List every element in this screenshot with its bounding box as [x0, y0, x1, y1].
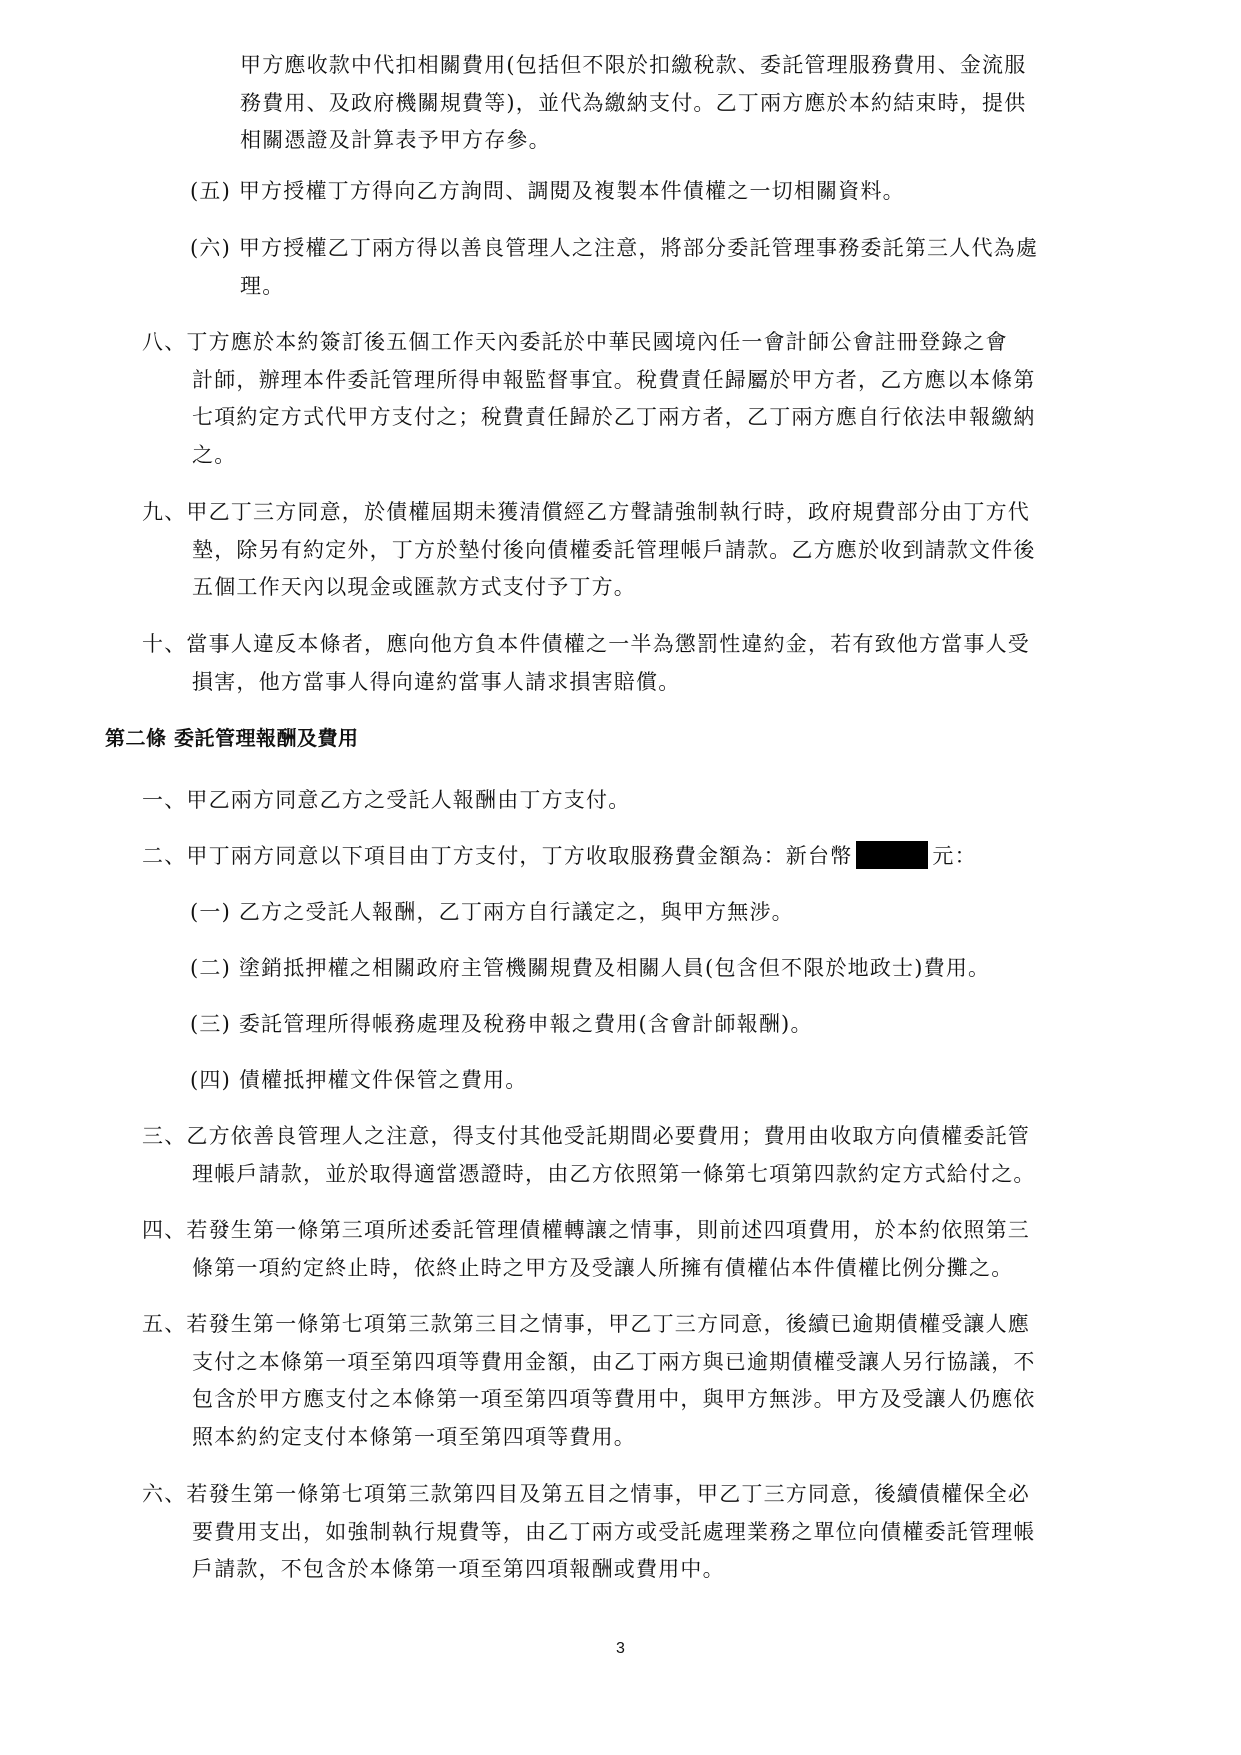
article-2-heading: 第二條 委託管理報酬及費用 [105, 726, 359, 750]
item-6 [190, 230, 1038, 305]
text-line: 支付之本條第一項至第四項等費用金額，由乙丁兩方與已逾期債權受讓人另行協議，不 [192, 1349, 1036, 1374]
text-line [142, 838, 977, 876]
art2-sub-2 [190, 950, 990, 988]
text-line: 八、丁方應於本約簽訂後五個工作天內委託於中華民國境內任一會計師公會註冊登錄之會 [142, 330, 1008, 354]
redacted-amount [856, 841, 928, 869]
text-line: 六、若發生第一條第七項第三款第四目及第五目之情事，甲乙丁三方同意，後續債權保全必 [142, 1482, 1030, 1506]
art2-clause-6 [142, 1476, 1036, 1589]
text-line: 之。 [192, 442, 237, 467]
text-line: 要費用支出，如強制執行規費等，由乙丁兩方或受託處理業務之單位向債權委託管理帳 [192, 1519, 1036, 1544]
item-5 [190, 173, 905, 211]
text-line: (一) 乙方之受託人報酬，乙丁兩方自行議定之，與甲方無涉。 [190, 900, 794, 924]
text-line: 甲方應收款中代扣相關費用(包括但不限於扣繳稅款、委託管理服務費用、金流服 [240, 53, 1027, 77]
art2-clause-4 [142, 1212, 1030, 1287]
text-line: (二) 塗銷抵押權之相關政府主管機關規費及相關人員(包含但不限於地政士)費用。 [190, 956, 991, 980]
text-line: 七項約定方式代甲方支付之；稅費責任歸於乙丁兩方者，乙丁兩方應自行依法申報繳納 [192, 405, 1036, 429]
text-line: (六) 甲方授權乙丁兩方得以善良管理人之注意，將部分委託管理事務委託第三人代為處 [190, 236, 1039, 260]
clause-8 [142, 324, 1036, 474]
text-line: (三) 委託管理所得帳務處理及稅務申報之費用(含會計師報酬)。 [190, 1012, 813, 1036]
text-line: 五、若發生第一條第七項第三款第三目之情事，甲乙丁三方同意，後續已逾期債權受讓人應 [142, 1312, 1030, 1336]
art2-clause-3 [142, 1118, 1036, 1193]
continuation-paragraph [240, 47, 1026, 160]
text-line: 十、當事人違反本條者，應向他方負本件債權之一半為懲罰性違約金，若有致他方當事人受 [142, 632, 1030, 656]
art2-sub-1 [190, 894, 794, 932]
art2-sub-4 [190, 1062, 527, 1100]
art2-clause-1 [142, 782, 630, 820]
text-line: 四、若發生第一條第三項所述委託管理債權轉讓之情事，則前述四項費用，於本約依照第三 [142, 1218, 1030, 1242]
text-line: 一、甲乙兩方同意乙方之受託人報酬由丁方支付。 [142, 788, 631, 812]
text-line: 理。 [240, 273, 285, 298]
text-line: (五) 甲方授權丁方得向乙方詢問、調閱及複製本件債權之一切相關資料。 [190, 179, 905, 203]
page-number: 3 [616, 1640, 625, 1657]
text-line: 務費用、及政府機關規費等)，並代為繳納支付。乙丁兩方應於本約結束時，提供 [240, 90, 1027, 115]
clause-9 [142, 494, 1036, 607]
text-line: 理帳戶請款，並於取得適當憑證時，由乙方依照第一條第七項第四款約定方式給付之。 [192, 1161, 1036, 1186]
text-line: 五個工作天內以現金或匯款方式支付予丁方。 [192, 575, 636, 599]
text-line: 計師，辦理本件委託管理所得申報監督事宜。稅費責任歸屬於甲方者，乙方應以本條第 [192, 367, 1036, 392]
text-line: 戶請款，不包含於本條第一項至第四項報酬或費用中。 [192, 1557, 725, 1581]
art2-clause-2 [142, 838, 977, 876]
fee-text-after: 元： [932, 844, 977, 868]
fee-text-before: 二、甲丁兩方同意以下項目由丁方支付，丁方收取服務費金額為：新台幣 [142, 844, 853, 868]
text-line: 包含於甲方應支付之本條第一項至第四項等費用中，與甲方無涉。甲方及受讓人仍應依 [192, 1387, 1036, 1411]
text-line: 條第一項約定終止時，依終止時之甲方及受讓人所擁有債權佔本件債權比例分攤之。 [192, 1255, 1014, 1280]
text-line: 照本約約定支付本條第一項至第四項等費用。 [192, 1424, 636, 1449]
text-line: 損害，他方當事人得向違約當事人請求損害賠償。 [192, 669, 681, 694]
text-line: (四) 債權抵押權文件保管之費用。 [190, 1068, 528, 1092]
text-line: 三、乙方依善良管理人之注意，得支付其他受託期間必要費用；費用由收取方向債權委託管 [142, 1124, 1030, 1148]
art2-sub-3 [190, 1006, 813, 1044]
clause-10 [142, 626, 1030, 701]
text-line: 相關憑證及計算表予甲方存參。 [240, 128, 551, 152]
text-line: 墊，除另有約定外，丁方於墊付後向債權委託管理帳戶請款。乙方應於收到請款文件後 [192, 537, 1036, 562]
text-line: 九、甲乙丁三方同意，於債權屆期未獲清償經乙方聲請強制執行時，政府規費部分由丁方代 [142, 500, 1030, 524]
art2-clause-5 [142, 1306, 1036, 1456]
